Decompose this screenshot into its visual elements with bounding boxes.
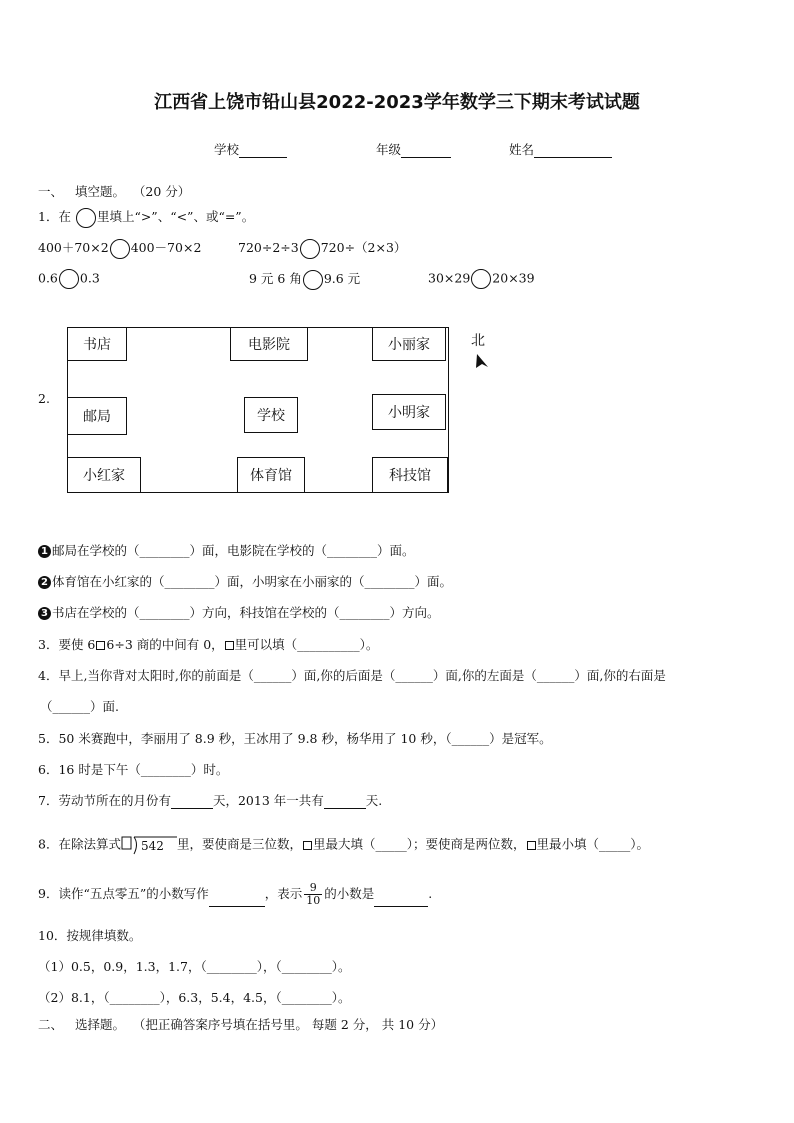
q2-sub1-number: 1 (38, 545, 51, 558)
grade-blank[interactable] (401, 145, 451, 158)
q1-item-2a-right: 0.3 (79, 270, 100, 286)
school-field[interactable] (214, 140, 287, 158)
place-post-label: 邮局 (83, 409, 111, 425)
name-field[interactable] (509, 140, 612, 158)
q3 (38, 635, 378, 653)
compare-circle[interactable] (471, 269, 491, 289)
grade-field[interactable] (376, 140, 451, 158)
section1-title: 填空题。 (74, 184, 125, 199)
q9-b: ，表示 (264, 886, 303, 901)
place-cinema-label: 电影院 (248, 337, 290, 353)
place-gym-label: 体育馆 (250, 468, 292, 484)
q1-item-1b-left: 720÷2÷3 (238, 240, 299, 255)
q10-sub2: （2）8.1，（________），6.3，5.4，4.5，（________）。 (38, 990, 351, 1005)
place-xiaoming-label: 小明家 (388, 405, 430, 421)
name-label: 姓名 (509, 142, 535, 157)
place-gym (237, 457, 305, 493)
q2-sub3-number: 3 (38, 607, 51, 620)
place-science-label: 科技馆 (389, 468, 431, 484)
q4-line1: 4．早上,当你背对太阳时,你的前面是（______）面,你的后面是（______）面,你的左面是（______）面,你的右面是 (38, 668, 666, 683)
section1-heading (38, 182, 190, 200)
compare-circle[interactable] (303, 270, 323, 290)
q1-item-2a (38, 269, 100, 289)
place-bookstore-label: 书店 (83, 337, 111, 353)
place-xiaoming-home (372, 394, 446, 430)
circle-icon (76, 208, 96, 228)
q9-blank-1[interactable] (209, 894, 265, 907)
section1-num: 一、 (38, 184, 64, 199)
q1-stem (38, 207, 254, 228)
q1-item-2b-right: 9.6 元 (323, 271, 361, 286)
q2-sub3-text: 书店在学校的（________）方向，科技馆在学校的（________）方向。 (52, 605, 440, 620)
q7-blank-2[interactable] (324, 796, 366, 809)
section1-score: （20 分） (132, 184, 191, 199)
place-xiaohong-label: 小红家 (83, 468, 125, 484)
q8-dividend: 542 (140, 839, 164, 853)
section2-heading (38, 1015, 443, 1033)
q7-a: 7．劳动节所在的月份有 (38, 793, 171, 808)
q9 (38, 882, 432, 907)
q2-sub1-text: 邮局在学校的（________）面，电影院在学校的（________）面。 (52, 543, 415, 558)
q1-item-1a-right: 400－70×2 (130, 240, 202, 255)
square-box-icon (225, 641, 234, 650)
q9-a: 9．读作“五点零五”的小数写作 (38, 886, 209, 901)
q8-d: 里最小填（_____）。 (536, 836, 650, 852)
place-bookstore (67, 327, 127, 361)
q5: 5．50 米赛跑中，李丽用了 8.9 秒，王冰用了 9.8 秒，杨华用了 10 秒，（______）是冠军。 (38, 731, 552, 746)
q1-stem-a: 1．在 (38, 209, 71, 224)
place-science-museum (372, 457, 448, 493)
section2-title: 选择题。 (74, 1017, 125, 1032)
square-box-icon (527, 841, 536, 850)
q9-c: 的小数是 (324, 886, 375, 901)
q7 (38, 791, 382, 809)
name-blank[interactable] (534, 145, 612, 158)
q1-item-1b (238, 238, 406, 259)
square-box-icon (303, 841, 312, 850)
place-xiaoli-label: 小丽家 (388, 337, 430, 353)
compare-circle[interactable] (300, 239, 320, 259)
compare-circle[interactable] (59, 269, 79, 289)
place-xiaoli-home (372, 327, 446, 361)
q7-c: 天. (365, 793, 383, 808)
school-blank[interactable] (239, 145, 287, 158)
q6: 6．16 时是下午（________）时。 (38, 762, 229, 777)
q3-b: 6÷3 商的中间有 0， (106, 637, 224, 652)
north-arrow-icon (473, 352, 491, 370)
q8-b: 里，要使商是三位数， (176, 836, 302, 852)
long-division-icon (121, 834, 177, 856)
q1-item-1b-right: 720÷（2×3） (320, 240, 407, 255)
q2-sub2-text: 体育馆在小红家的（________）面，小明家在小丽家的（________）面。 (52, 574, 453, 589)
q8-a: 8．在除法算式 (38, 836, 121, 852)
q3-a: 3．要使 6 (38, 637, 96, 652)
place-school-label: 学校 (257, 408, 285, 424)
q3-c: 里可以填（__________）。 (234, 637, 379, 652)
q1-item-2b (249, 269, 360, 290)
q7-b: 天，2013 年一共有 (212, 793, 324, 808)
q1-item-2c-left: 30×29 (428, 270, 471, 286)
q10-stem: 10．按规律填数。 (38, 928, 142, 943)
q1-item-1a-left: 400＋70×2 (38, 240, 109, 255)
section2-num: 二、 (38, 1017, 64, 1032)
q10-sub1: （1）0.5，0.9，1.3，1.7，（________），（________）。 (38, 959, 351, 974)
q9-d: . (428, 886, 433, 901)
q1-item-2c (428, 269, 535, 289)
q1-item-1a (38, 238, 201, 259)
north-label: 北 (471, 333, 485, 349)
q2-number: 2. (38, 391, 50, 406)
q2-sub2 (38, 572, 452, 590)
fraction-numerator: 9 (304, 882, 322, 895)
fraction-nine-tenths (304, 882, 322, 907)
grade-label: 年级 (376, 142, 402, 157)
school-label: 学校 (214, 142, 240, 157)
q1-item-2c-right: 20×39 (492, 270, 535, 286)
place-school (244, 397, 298, 433)
square-box-icon (96, 641, 105, 650)
q2-sub3 (38, 603, 440, 621)
q7-blank-1[interactable] (171, 796, 213, 809)
q8 (38, 834, 649, 856)
page-title: 江西省上饶市铅山县2022-2023学年数学三下期末考试试题 (154, 92, 640, 113)
q1-stem-b: 里填上“>”、“<”、或“=”。 (96, 209, 255, 224)
q2-sub1 (38, 541, 415, 559)
q1-item-2a-left: 0.6 (38, 270, 58, 286)
compare-circle[interactable] (110, 239, 130, 259)
q4-line2: （______）面. (40, 699, 119, 714)
place-post-office (67, 397, 127, 435)
q8-c: 里最大填（_____）；要使商是两位数， (312, 836, 526, 852)
place-cinema (230, 327, 308, 361)
section2-note: （把正确答案序号填在括号里。 每题 2 分， 共 10 分） (132, 1017, 444, 1032)
q2-sub2-number: 2 (38, 576, 51, 589)
q9-blank-2[interactable] (374, 894, 428, 907)
fraction-denominator: 10 (306, 894, 321, 907)
q1-item-2b-left: 9 元 6 角 (249, 271, 302, 286)
place-xiaohong-home (67, 457, 141, 493)
